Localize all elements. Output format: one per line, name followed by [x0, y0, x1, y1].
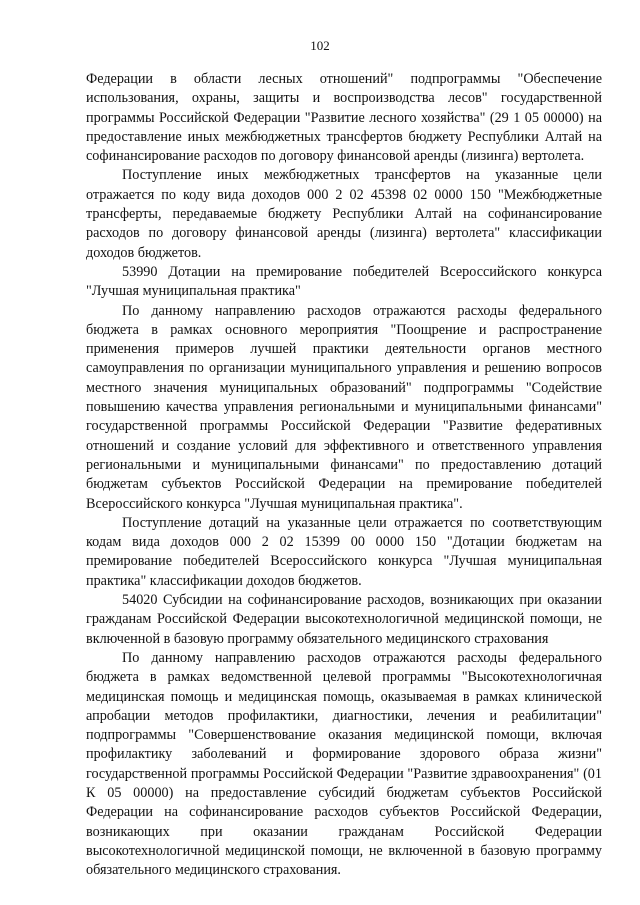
paragraph: Поступление иных межбюджетных трансфертов на указанные цели отражается по коду вида доходов 000 2 02 45398 02 0000 150 "Межбюджетные трансферты, передаваемые бюджету Республики Алтай на софинансирование расходов по договору финансовой аренды (лизинга) вертолета" классификации доходов бюджетов.	[86, 167, 602, 261]
paragraph-heading: 54020 Субсидии на софинансирование расходов, возникающих при оказании гражданам Российской Федерации высокотехнологичной медицинской помощи, не включенной в базовую программу обязательного медицинского страхования	[86, 592, 602, 647]
paragraph-heading: 53990 Дотации на премирование победителей Всероссийского конкурса "Лучшая муниципальная практика"	[86, 263, 602, 300]
paragraph: Поступление дотаций на указанные цели отражается по соответствующим кодам вида доходов 000 2 02 15399 00 0000 150 "Дотации бюджетам на премирование победителей Всероссийского конкурса "Лучшая муниципальная практика" классификации доходов бюджетов.	[86, 514, 602, 589]
paragraph: По данному направлению расходов отражаются расходы федерального бюджета в рамках основного мероприятия "Поощрение и распространение применения примеров лучшей практики деятельности органов местного самоуправления по организации муниципального управления и решению вопросов местного значения муниципальных образований" подпрограммы "Содействие повышению качества управления региональными и муниципальными финансами" государственной программы Российской Федерации "Развитие федеративных отношений и создание условий для эффективного и ответственного управления региональными и муниципальными финансами" по предоставлению дотаций бюджетам субъектов Российской Федерации на премирование победителей Всероссийского конкурса "Лучшая муниципальная практика".	[86, 302, 602, 512]
paragraph: По данному направлению расходов отражаются расходы федерального бюджета в рамках ведомственной целевой программы "Высокотехнологичная медицинская помощь и медицинская помощь, оказываемая в рамках клинической апробации методов профилактики, диагностики, лечения и реабилитации" подпрограммы "Совершенствование оказания медицинской помощи, включая профилактику заболеваний и формирование здорового образа жизни" государственной программы Российской Федерации "Развитие здравоохранения" (01 К 05 00000) на предоставление субсидий бюджетам субъектов Российской Федерации на софинансирование расходов субъектов Российской Федерации, возникающих при оказании гражданам Российской Федерации высокотехнологичной медицинской помощи, не включенной в базовую программу обязательного медицинского страхования.	[86, 649, 602, 879]
document-body	[86, 70, 602, 880]
page-number: 102	[310, 38, 330, 53]
paragraph: Федерации в области лесных отношений" подпрограммы "Обеспечение использования, охраны, защиты и воспроизводства лесов" государственной программы Российской Федерации "Развитие лесного хозяйства" (29 1 05 00000) на предоставление иных межбюджетных трансфертов бюджету Республики Алтай на софинансирование расходов по договору финансовой аренды (лизинга) вертолета.	[86, 71, 602, 165]
